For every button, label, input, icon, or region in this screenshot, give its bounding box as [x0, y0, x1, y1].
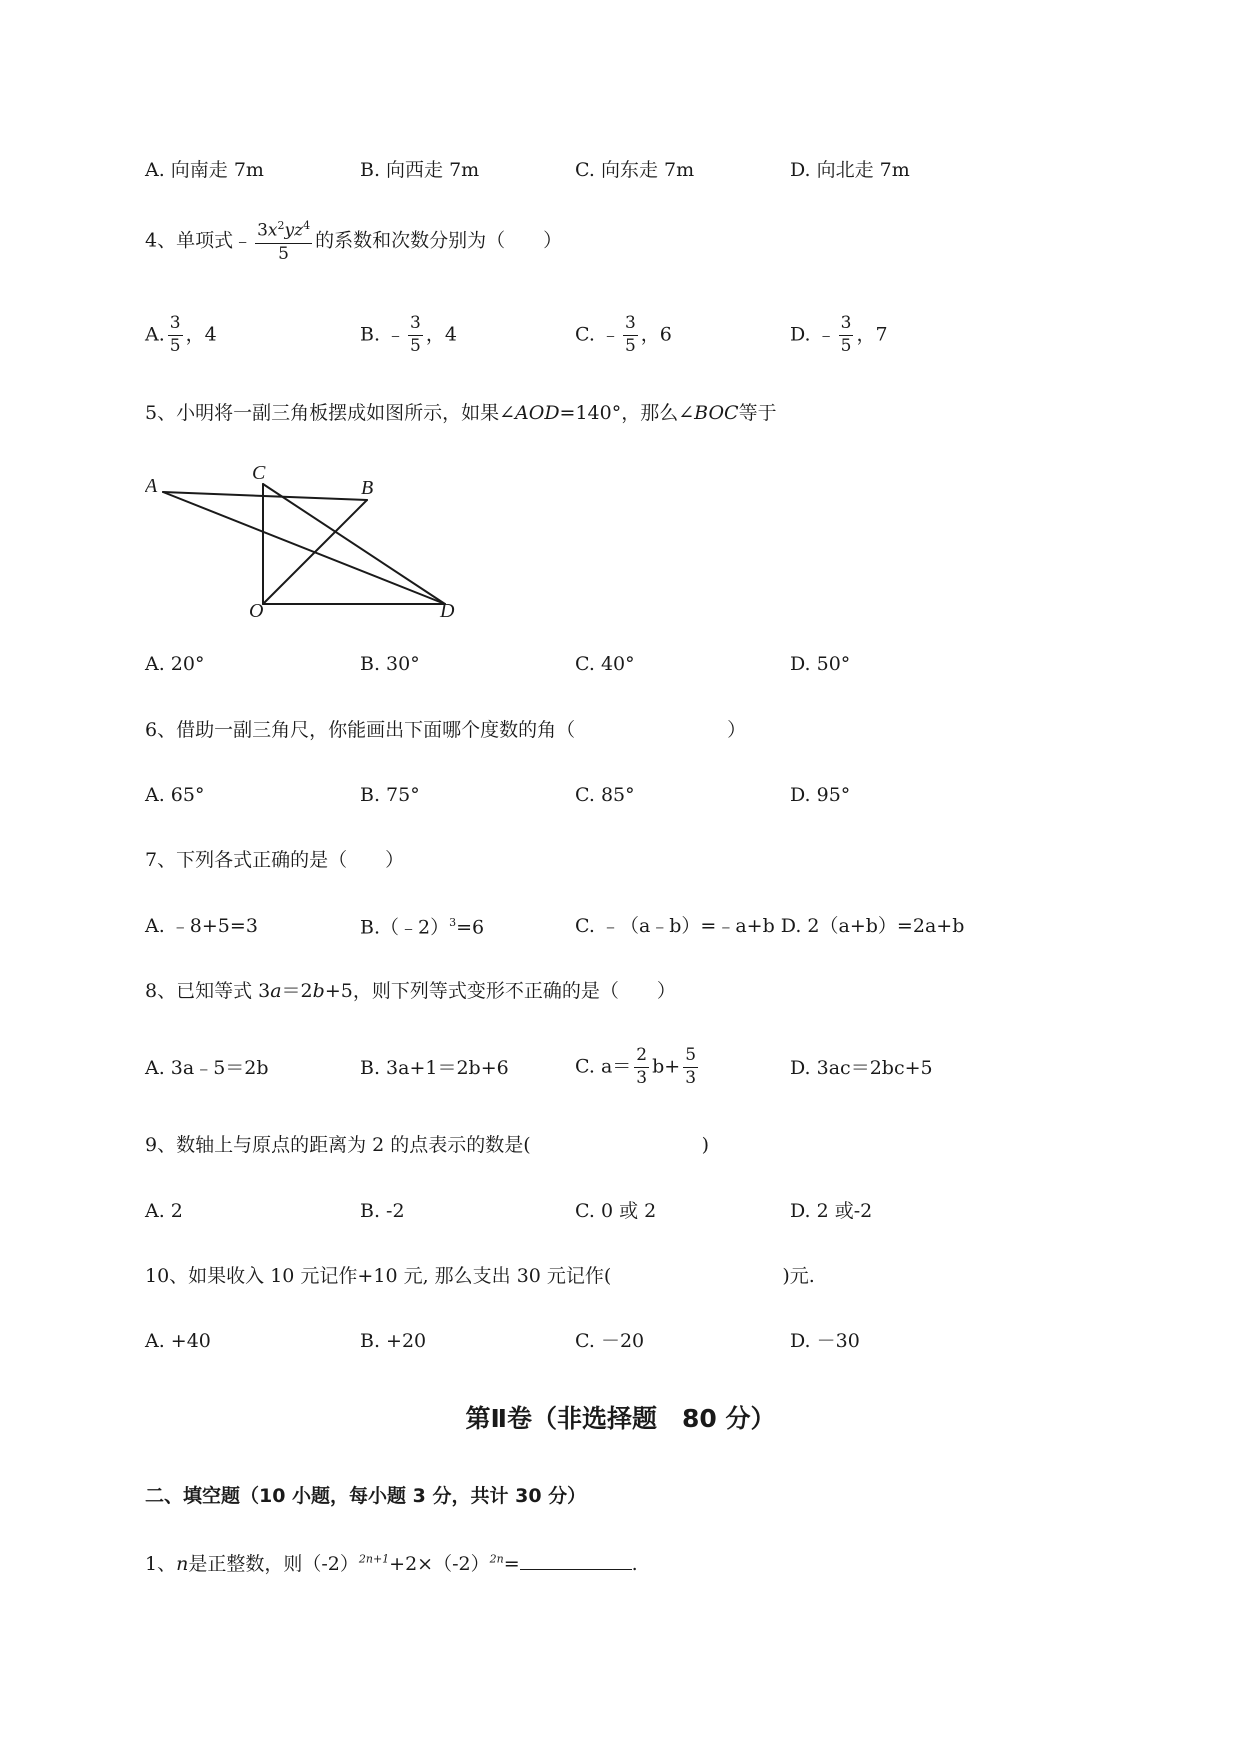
q6-option-d: D. 95°: [790, 784, 851, 806]
q4-monomial-fraction: $\frac{3x^2yz^4}{5}$: [257, 219, 311, 264]
q9-stem: 9、数轴上与原点的距离为 2 的点表示的数是( ): [145, 1134, 710, 1156]
q8-option-a: A. 3a﹣5＝2b: [145, 1057, 269, 1079]
point-label-a: A: [145, 475, 158, 497]
q5-option-b: B. 30°: [360, 653, 420, 675]
segment-a-d: [163, 492, 445, 604]
q10-stem: 10、如果收入 10 元记作+10 元, 那么支出 30 元记作( )元.: [145, 1265, 815, 1287]
q5-option-a: A. 20°: [145, 653, 205, 675]
segment-o-b: [263, 500, 367, 604]
q8-option-c: C. a＝ $\frac{2}{3}$ b+ $\frac{5}{3}$: [575, 1045, 697, 1088]
q4-option-a: A. $\frac{3}{5}$ ，4: [145, 313, 217, 356]
q10-option-d: D. －30: [790, 1330, 860, 1352]
q9-option-b: B. -2: [360, 1200, 405, 1222]
segment-a-b: [163, 492, 367, 500]
q3-option-a: A. 向南走 7m: [145, 159, 264, 181]
q7-stem: 7、下列各式正确的是（ ）: [145, 849, 405, 871]
fill-question-1: 1、n是正整数，则$(-2)^{2n+1}+2\times(-2)^{2n}=$ .: [145, 1552, 638, 1575]
q9-option-a: A. 2: [145, 1200, 183, 1222]
triangle-ruler-figure: [145, 462, 460, 617]
q7-option-cd: C. ﹣（a﹣b）=﹣a+b D. 2（a+b）=2a+b: [575, 915, 965, 937]
q7-option-a: A. ﹣8+5=3: [145, 915, 258, 937]
q4-suffix: 的系数和次数分别为（ ）: [315, 229, 563, 252]
part-two-title: 第Ⅱ卷（非选择题 80 分）: [465, 1404, 776, 1433]
q10-option-c: C. －20: [575, 1330, 645, 1352]
q4-prefix: 4、单项式﹣: [145, 229, 253, 252]
q3-option-d: D. 向北走 7m: [790, 159, 910, 181]
q3-option-b: B. 向西走 7m: [360, 159, 480, 181]
q3-option-c: C. 向东走 7m: [575, 159, 695, 181]
point-label-b: B: [361, 477, 374, 499]
q4-option-b: B. ﹣ $\frac{3}{5}$ ，4: [360, 313, 457, 356]
q5-option-c: C. 40°: [575, 653, 635, 675]
q6-stem: 6、借助一副三角尺，你能画出下面哪个度数的角（ ）: [145, 719, 747, 741]
q4-stem: [145, 220, 562, 263]
q7-option-b: B.（﹣2）$^3$=6: [360, 916, 485, 939]
q5-option-d: D. 50°: [790, 653, 851, 675]
q10-option-a: A. +40: [145, 1330, 211, 1352]
q9-option-d: D. 2 或-2: [790, 1200, 873, 1222]
answer-blank[interactable]: [520, 1553, 632, 1570]
q9-option-c: C. 0 或 2: [575, 1200, 657, 1222]
q6-option-b: B. 75°: [360, 784, 420, 806]
q10-option-b: B. +20: [360, 1330, 427, 1352]
q6-option-a: A. 65°: [145, 784, 205, 806]
section-two-heading: 二、填空题（10 小题，每小题 3 分，共计 30 分）: [145, 1485, 587, 1507]
q8-stem: 8、已知等式 3a＝2b+5，则下列等式变形不正确的是（ ）: [145, 980, 676, 1002]
point-label-o: O: [249, 600, 264, 617]
q4-option-c: C. ﹣ $\frac{3}{5}$ ，6: [575, 313, 672, 356]
q5-stem: 5、小明将一副三角板摆成如图所示，如果∠AOD=140°，那么∠BOC等于: [145, 402, 777, 424]
segment-c-d: [263, 484, 445, 604]
point-label-d: D: [440, 600, 455, 617]
point-label-c: C: [252, 462, 266, 484]
q4-option-d: D. ﹣ $\frac{3}{5}$ ，7: [790, 313, 888, 356]
q6-option-c: C. 85°: [575, 784, 635, 806]
q8-option-b: B. 3a+1＝2b+6: [360, 1057, 509, 1079]
q8-option-d: D. 3ac＝2bc+5: [790, 1057, 933, 1079]
